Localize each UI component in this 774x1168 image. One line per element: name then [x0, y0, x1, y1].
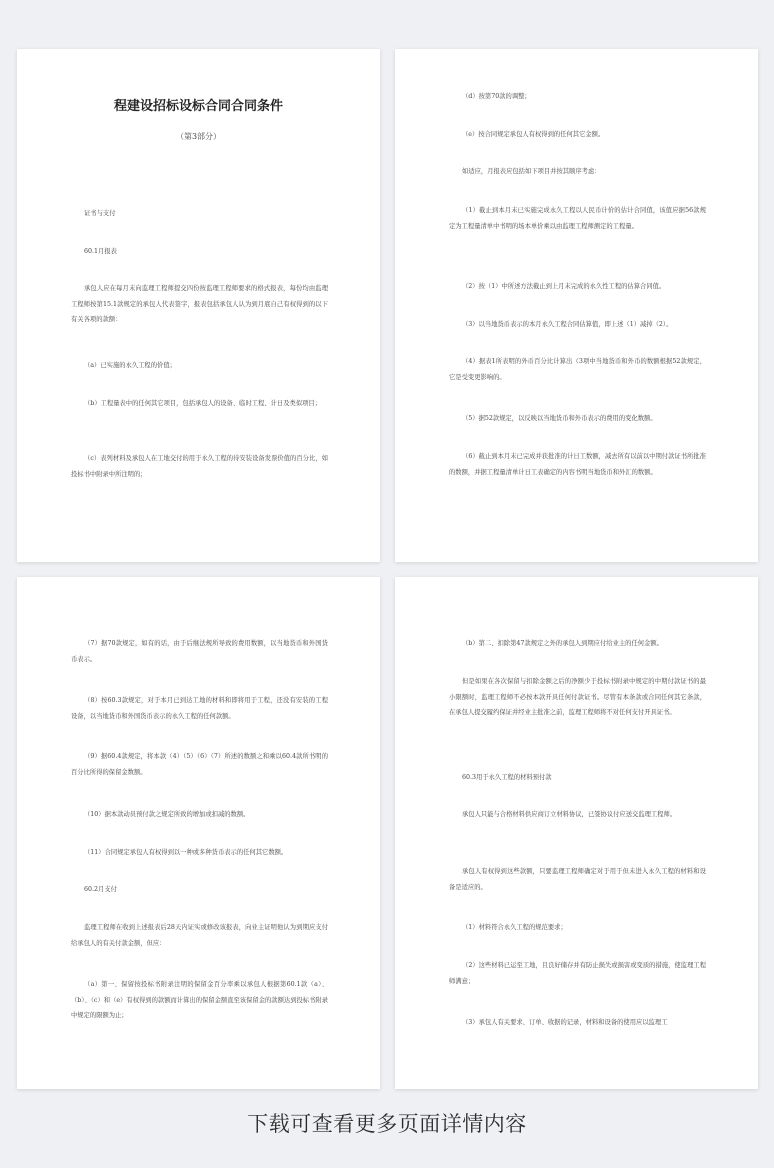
paragraph: （6）截止到本月末已完成并获批准的计日工数额，减去所有以前以中期付款证书所批准的数额，并据工程量清单计日工表确定的内容书明当地货币和外汇的数额。 [449, 453, 706, 476]
paragraph: （11）合同规定承包人有权得到以一种或多种货币表示的任何其它数额。 [84, 849, 288, 856]
paragraph: （b）工程量表中的任何其它项目，包括承包人的设备、临时工程、计日及类似项目； [84, 400, 322, 407]
paragraph: （a）已实施的永久工程的价值； [84, 362, 176, 369]
paragraph: （c）表列材料及承包人在工地交付的用于永久工程的待安装设备发票价值的百分比，如投标书中附录中所注明的； [71, 455, 328, 478]
paragraph: 60.3用于永久工程的材料预付款 [462, 774, 552, 781]
paragraph: （1）材料符合永久工程的规范要求； [462, 924, 567, 931]
paragraph: 监理工程师在收到上述报表后28天内证实或修改该报表，向业主证明他认为到期应支付给承包人的有关付款金额，但应： [71, 924, 328, 947]
paragraph: 证书与支付 [84, 210, 116, 217]
paragraph: 承包人只能与合格材料供应商订立材料协议，已签协议付应送交监理工程师。 [462, 811, 677, 818]
paragraph: 如适应，月报表应包括如下项目并按其顺序考虑： [462, 168, 601, 175]
paragraph: 60.1月报表 [84, 248, 117, 255]
paragraph: （3）以当地货币表示的本月永久工程合同估算值，即上述（1）减掉（2）。 [462, 321, 673, 328]
paragraph: （4）据表1所表明的外币百分比计算出（3项中当地货币和外币的数额根据52款规定，它是受变更影响的。 [449, 358, 706, 381]
paragraph: （2）按（1）中所述方法截止到上月末完成的永久性工程的估算合同值。 [462, 283, 666, 290]
paragraph: 承包人应在每月末向监理工程师提交四份按监理工程师要求的格式报表，每份均由监理工程师按第15.1款规定的承包人代表签字，报表包括承包人认为到月底自己有权得到的以下有关各项的款额： [71, 285, 328, 323]
paragraph: （1）截止到本月末已实施完成永久工程以人民币计价的估计合同值，该值应据56款规定为工程量清单中书明的场本单价乘以由监理工程师测定的工程量。 [449, 207, 706, 230]
paragraph: （3）承包人有关要求、订单、收据的记录，材料和设备的使用应以监理工 [462, 1019, 668, 1026]
document-page-1 [17, 49, 380, 562]
paragraph: 但是如果在各次保留与扣除金额之后的净额少于投标书附录中规定的中期付款证书的最小限额时，监理工程师不必按本款开具任何付款证书。尽管有本条款或合同任何其它条款，在承包人提交履约保证并经业主批准之前，监理工程师将不对任何支付开具证书。 [449, 678, 706, 716]
document-title: 程建设招标设标合同合同条件 [113, 99, 283, 114]
document-page-3 [17, 577, 380, 1089]
paragraph: （a）第一、保留按投标书附录注明的保留金百分率乘以承包人根据第60.1款（a）、（b）、（c）和（e）有权得到的款额而计算出的保留金额直至该保留金的款额达到投标书附录中规定的限额为止； [71, 981, 328, 1019]
paragraph: （8）按60.3款规定，对于本月已到达工地的材料和即将用于工程，还没有安装的工程设备，以当地货币和外国货币表示的永久工程的任何款额。 [71, 697, 328, 720]
document-page-4 [395, 577, 758, 1089]
document-subtitle: （第3部分） [175, 132, 222, 141]
paragraph: （5）据52款规定，以反映以当地货币和外币表示的费用的变化数额。 [462, 415, 657, 422]
paragraph: 60.2月支付 [84, 886, 117, 893]
paragraph: （9）据60.4款规定，将本款（4）（5）（6）（7）所述的数额之和乘以60.4款所书明的百分比所得的保留金数额。 [71, 753, 328, 776]
paragraph: （10）据本款动员预付款之规定所致的增加或扣减的数额。 [84, 811, 250, 818]
paragraph: （7）据70款规定，如有的话，由于后继法规所导致的费用数额，以当地货币和外国货币表示。 [71, 640, 328, 663]
paragraph: （d）按第70款的调整； [462, 93, 531, 100]
document-page-2 [395, 49, 758, 562]
paragraph: （e）按合同规定承包人有权得到的任何其它金额。 [462, 131, 605, 138]
download-more-caption: 下载可查看更多页面详情内容 [247, 1112, 527, 1136]
paragraph: （b）第二、扣除第47款规定之外的承包人到期应付给业主的任何金额。 [462, 640, 663, 647]
paragraph: 承包人有权得到这些款额，只要监理工程师确定对于用于但未进入永久工程的材料和设备是适应的。 [449, 868, 706, 891]
paragraph: （2）这些材料已运至工地，且良好储存并有防止损失或损害或变质的措施，使监理工程师满意； [449, 962, 706, 985]
